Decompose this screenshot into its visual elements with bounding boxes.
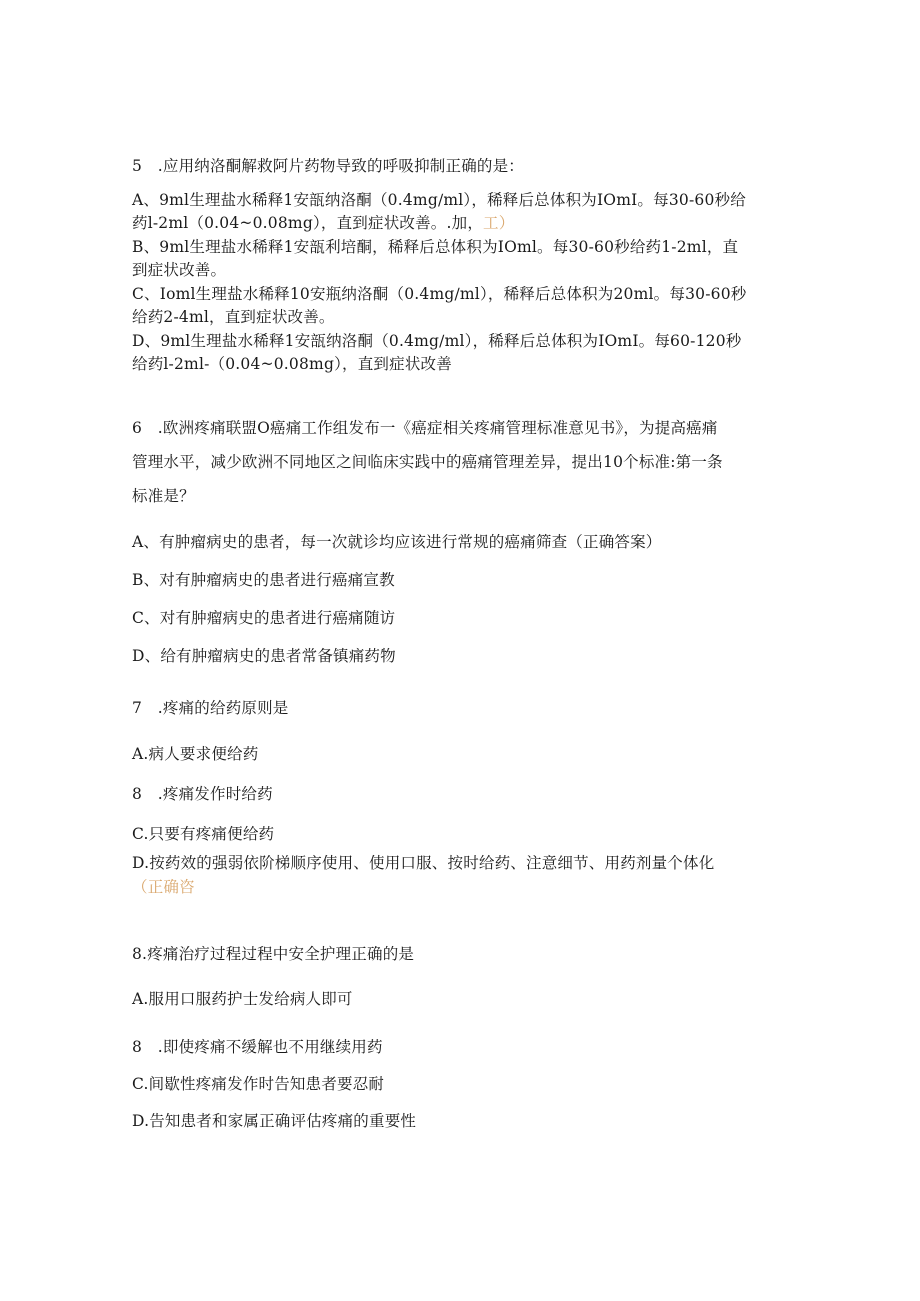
question-7-option-b: 8 .疼痛发作时给药 bbox=[132, 785, 273, 803]
question-6-option-c: C、对有肿瘤病史的患者进行癌痛随访 bbox=[132, 609, 396, 627]
question-8-option-d: D.告知患者和家属正确评估疼痛的重要性 bbox=[132, 1112, 417, 1130]
question-7-title: 7 .疼痛的给药原则是 bbox=[132, 699, 289, 717]
question-5-title: 5 .应用纳洛酮解救阿片药物导致的呼吸抑制正确的是： bbox=[132, 157, 524, 175]
question-6-option-b: B、对有肿瘤病史的患者进行癌痛宣教 bbox=[132, 571, 395, 589]
answer-mark: （正确咨 bbox=[132, 878, 195, 896]
question-8-option-c: C.间歇性疼痛发作时告知患者要忍耐 bbox=[132, 1075, 385, 1093]
question-5-option-d-line2: 给药l-2ml-（0.04~0.08mg），直到症状改善 bbox=[132, 355, 452, 373]
answer-mark: 工） bbox=[483, 214, 515, 232]
question-5-option-a-line1: A、9ml生理盐水稀释1安瓿纳洛酮（0.4mg∕ml），稀释后总体积为IOmI。每30-60秒给 bbox=[132, 191, 746, 209]
question-6-title-line3: 标准是？ bbox=[132, 487, 195, 505]
question-6-option-d: D、给有肿瘤病史的患者常备镇痛药物 bbox=[132, 647, 396, 665]
question-5-option-c-line1: C、Ioml生理盐水稀释10安瓶纳洛酮（0.4mg∕ml），稀释后总体积为20ml。每30-60秒 bbox=[132, 285, 747, 303]
question-7-option-d: D.按药效的强弱依阶梯顺序使用、使用口服、按时给药、注意细节、用药剂量个体化 bbox=[132, 854, 715, 872]
question-6-title-line2: 管理水平，减少欧洲不同地区之间临床实践中的癌痛管理差异，提出10个标准:第一条 bbox=[132, 453, 723, 471]
question-5-option-d-line1: D、9ml生理盐水稀释1安瓿纳洛酮（0.4mg∕ml），稀释后总体积为IOmI。每60-120秒 bbox=[132, 332, 742, 350]
question-8-title: 8.疼痛治疗过程过程中安全护理正确的是 bbox=[132, 945, 415, 963]
question-5-option-b-line1: B、9ml生理盐水稀释1安瓿利培酮，稀释后总体积为IOml。每30-60秒给药1-2ml，直 bbox=[132, 238, 739, 256]
question-5-option-c-line2: 给药2-4ml，直到症状改善。 bbox=[132, 308, 335, 326]
question-7-option-a: A.病人要求便给药 bbox=[132, 745, 259, 763]
question-8-option-b: 8 .即使疼痛不缓解也不用继续用药 bbox=[132, 1038, 383, 1056]
question-6-option-a: A、有肿瘤病史的患者，每一次就诊均应该进行常规的癌痛筛查（正确答案） bbox=[132, 533, 662, 551]
question-7-option-c: C.只要有疼痛便给药 bbox=[132, 825, 275, 843]
question-5-option-a-line2-text: 药l-2ml（0.04~0.08mg），直到症状改善。.加， bbox=[132, 214, 484, 232]
question-5-option-a-line2 bbox=[132, 213, 514, 233]
question-8-option-a: A.服用口服药护士发给病人即可 bbox=[132, 990, 353, 1008]
question-5-option-b-line2: 到症状改善。 bbox=[132, 261, 227, 279]
question-6-title-line1: 6 .欧洲疼痛联盟O癌痛工作组发布一《癌症相关疼痛管理标准意见书》，为提高癌痛 bbox=[132, 419, 718, 437]
